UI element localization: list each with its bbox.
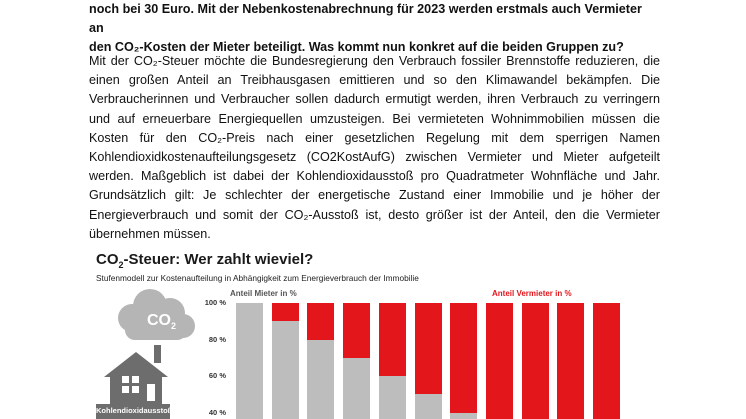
y-tick-label: 60 %: [208, 371, 226, 380]
bar-mieter-segment: [343, 358, 370, 419]
y-tick-label: 80 %: [208, 334, 226, 344]
bar-step-6: [415, 303, 442, 419]
chart-title-rest: -Steuer: Wer zahlt wieviel?: [123, 251, 314, 268]
chart-title-co: CO: [96, 251, 119, 268]
chart-title-sub: 2: [118, 260, 124, 270]
co2-emission-label: Kohlendioxidausstoß: [96, 404, 170, 419]
bar-mieter-segment: [307, 340, 334, 419]
y-tick-label: 40 %: [208, 407, 226, 417]
intro-line: noch bei 30 Euro. Mit der Nebenkostenabrechnung für 2023 werden erstmals auch Vermieter an: [89, 2, 642, 35]
bar-mieter-segment: [272, 321, 299, 419]
body-paragraph: Mit der CO₂-Steuer möchte die Bundesregierung den Verbrauch fossiler Brennstoffe reduzieren, die einen großen Anteil an Treibhausgasen emittieren und so den Klimawandel bekämpfen. Die Verbraucherinnen und Verbraucher sollen dadurch ermutigt werden, ihren Verbrauch zu verringern und auf erneuerbare Energiequellen umzusteigen. Bei vermieteten Wohnimmobilien müssen die Kosten für den CO₂-Preis nach einer gesetzlichen Regelung mit dem sperrigen Namen Kohlendioxidkostenaufteilungsgesetz (CO2KostAufG) zwischen Vermieter und Mieter aufgeteilt werden. Maßgeblich ist dabei der Kohlendioxidausstoß pro Quadratmeter Wohnfläche und Jahr. Grundsätzlich gilt: Je schlechter der energetische Zustand einer Immobilie und je höher der Energieverbrauch und somit der CO₂-Ausstoß ist, desto größer ist der Anteil, den die Vermieter übernehmen müssen.: [89, 54, 660, 241]
bar-mieter-segment: [379, 376, 406, 419]
bar-step-1: [236, 303, 263, 419]
y-tick-label: 100 %: [204, 298, 226, 307]
bar-step-2: [272, 303, 299, 419]
house-icon: [104, 345, 168, 406]
bar-mieter-segment: [415, 394, 442, 419]
bar-step-5: [379, 303, 406, 419]
bar-mieter-segment: [236, 303, 263, 419]
legend-mieter: Anteil Mieter in %: [230, 289, 297, 298]
chart-subtitle: Stufenmodell zur Kostenaufteilung in Abhängigkeit zum Energieverbrauch der Immobilie: [96, 273, 419, 283]
bar-step-8: [486, 303, 513, 419]
cloud-co2-text: $CO_2$: [147, 312, 177, 331]
bar-step-7: [450, 303, 477, 419]
bar-step-3: [307, 303, 334, 419]
bar-step-4: [343, 303, 370, 419]
legend-vermieter: Anteil Vermieter in %: [492, 289, 572, 298]
intro-line: den CO₂-Kosten der Mieter beteiligt. Was kommt nun konkret auf die beiden Gruppen zu?: [89, 40, 624, 54]
bar-step-11: [593, 303, 620, 419]
bar-mieter-segment: [450, 413, 477, 419]
bar-step-10: [557, 303, 584, 419]
bar-step-9: [522, 303, 549, 419]
